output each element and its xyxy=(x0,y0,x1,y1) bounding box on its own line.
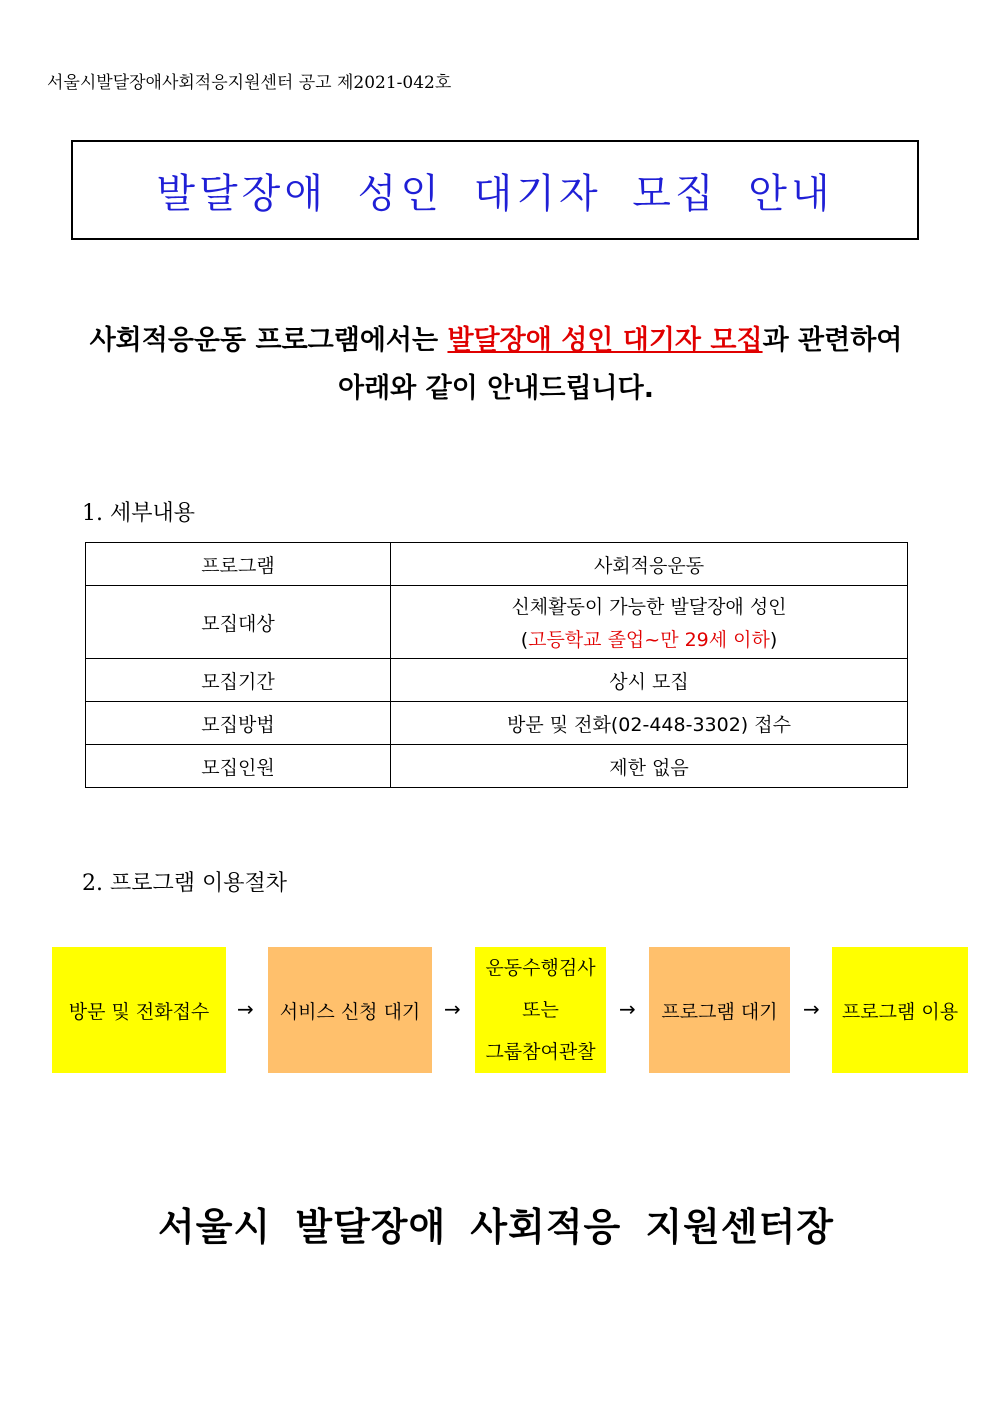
flow-step-visit-phone: 방문 및 전화접수 xyxy=(52,947,226,1073)
title-box xyxy=(71,140,919,240)
row-value: 사회적응운동 xyxy=(391,543,908,586)
intro-line-1 xyxy=(0,318,992,357)
flow-step-program-use: 프로그램 이용 xyxy=(832,947,968,1073)
flow-step-line: 그룹참여관찰 xyxy=(485,1041,596,1063)
arrow-right-icon: → xyxy=(619,997,636,1021)
row-note: 고등학교 졸업~만 29세 이하 xyxy=(528,629,770,651)
table-row xyxy=(86,659,908,702)
footer-signature: 서울시 발달장애 사회적응 지원센터장 xyxy=(157,1204,835,1249)
flow-step-line: 또는 xyxy=(522,999,559,1021)
row-label: 모집방법 xyxy=(86,702,391,745)
intro-prefix: 사회적응운동 프로그램에서는 xyxy=(89,325,448,356)
arrow-right-icon: → xyxy=(803,997,820,1021)
notice-number: 서울시발달장애사회적응지원센터 공고 제2021-042호 xyxy=(47,73,452,93)
row-label: 프로그램 xyxy=(86,543,391,586)
intro-highlight: 발달장애 성인 대기자 모집 xyxy=(447,325,763,356)
section-2-heading: 2. 프로그램 이용절차 xyxy=(82,871,287,896)
table-row xyxy=(86,586,908,659)
row-label: 모집대상 xyxy=(86,586,391,659)
flow-step-service-wait: 서비스 신청 대기 xyxy=(268,947,432,1073)
intro-suffix: 과 관련하여 xyxy=(762,325,903,356)
flow-step-line: 운동수행검사 xyxy=(485,957,596,979)
row-note-close: ) xyxy=(769,629,778,651)
row-label: 모집기간 xyxy=(86,659,391,702)
arrow-right-icon: → xyxy=(444,997,461,1021)
flow-step-assessment xyxy=(475,947,606,1073)
detail-table xyxy=(85,542,908,788)
table-row xyxy=(86,543,908,586)
row-value: 방문 및 전화(02-448-3302) 접수 xyxy=(391,702,908,745)
row-value: 상시 모집 xyxy=(391,659,908,702)
table-row xyxy=(86,702,908,745)
row-value: 신체활동이 가능한 발달장애 성인 xyxy=(511,596,787,618)
section-1-heading: 1. 세부내용 xyxy=(82,501,195,526)
page-title: 발달장애 성인 대기자 모집 안내 xyxy=(156,170,834,217)
intro-line-2: 아래와 같이 안내드립니다. xyxy=(338,373,654,404)
row-note-open: ( xyxy=(520,629,529,651)
table-row xyxy=(86,745,908,788)
arrow-right-icon: → xyxy=(237,997,254,1021)
row-label: 모집인원 xyxy=(86,745,391,788)
flow-step-program-wait: 프로그램 대기 xyxy=(649,947,790,1073)
row-value: 제한 없음 xyxy=(391,745,908,788)
row-value-cell xyxy=(391,586,908,659)
